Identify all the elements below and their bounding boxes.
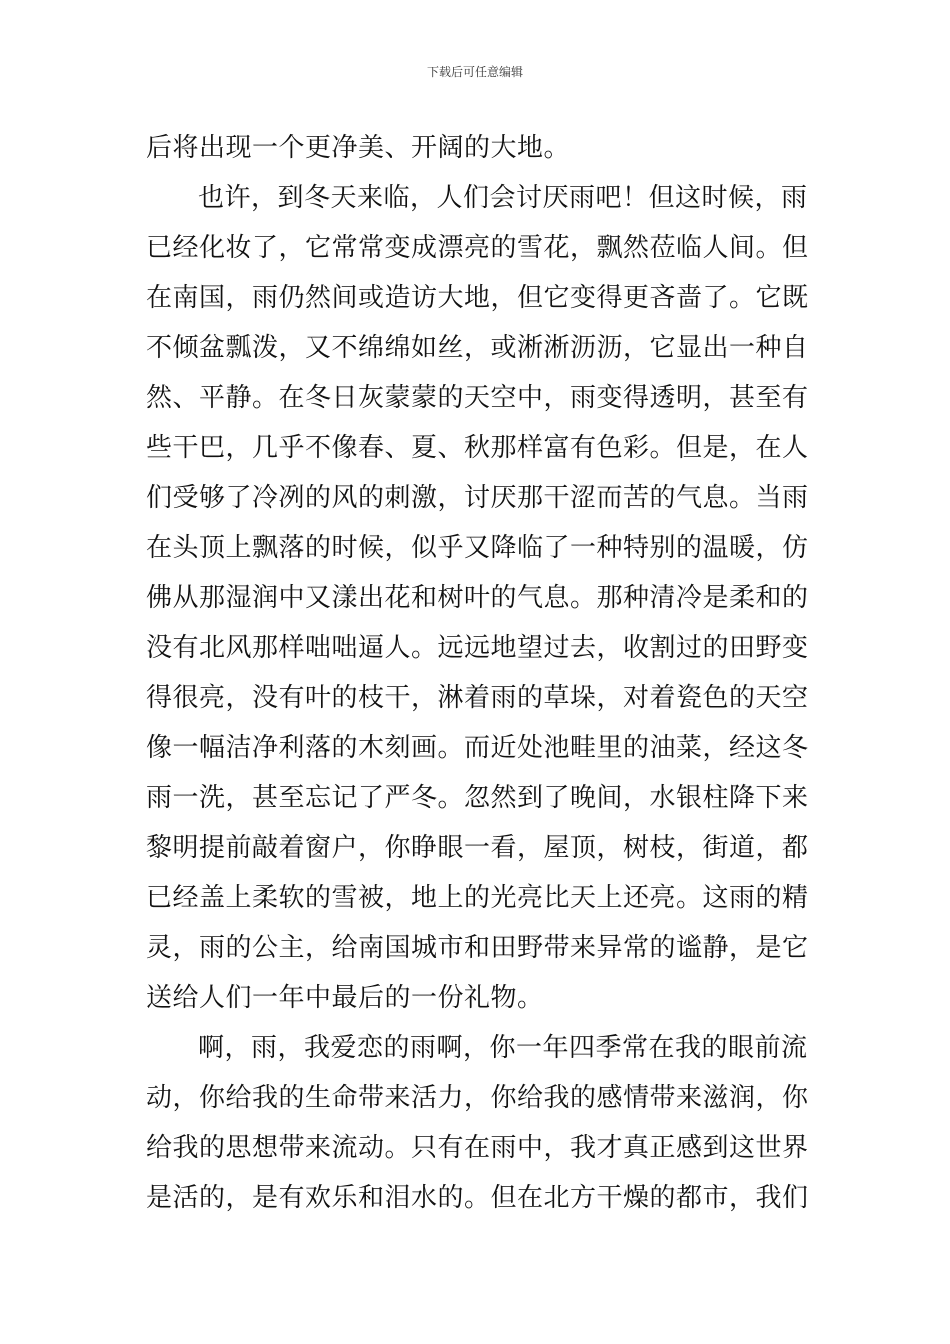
text-line: 像一幅洁净利落的木刻画。而近处池畦里的油菜，经这冬 xyxy=(146,733,809,763)
text-line: 些干巴，几乎不像春、夏、秋那样富有色彩。但是，在人 xyxy=(146,433,809,463)
text-line: 没有北风那样咄咄逼人。远远地望过去，收割过的田野变 xyxy=(146,633,809,663)
text-line: 送给人们一年中最后的一份礼物。 xyxy=(146,983,544,1013)
text-line: 佛从那湿润中又漾出花和树叶的气息。那种清冷是柔和的 xyxy=(146,583,809,613)
text-line: 动，你给我的生命带来活力，你给我的感情带来滋润，你 xyxy=(146,1083,809,1113)
text-line: 给我的思想带来流动。只有在雨中，我才真正感到这世界 xyxy=(146,1133,809,1163)
text-line: 雨一洗，甚至忘记了严冬。忽然到了晚间，水银柱降下来 xyxy=(146,783,809,813)
paragraph xyxy=(146,1023,809,1223)
text-line: 在南国，雨仍然间或造访大地，但它变得更吝啬了。它既 xyxy=(146,283,809,313)
text-line: 在头顶上飘落的时候，似乎又降临了一种特别的温暖，仿 xyxy=(146,533,809,563)
text-line: 已经盖上柔软的雪被，地上的光亮比天上还亮。这雨的精 xyxy=(146,883,809,913)
text-line: 黎明提前敲着窗户，你睁眼一看，屋顶，树枝，街道，都 xyxy=(146,833,809,863)
text-line: 已经化妆了，它常常变成漂亮的雪花，飘然莅临人间。但 xyxy=(146,233,809,263)
text-line: 然、平静。在冬日灰蒙蒙的天空中，雨变得透明，甚至有 xyxy=(146,383,809,413)
text-line: 不倾盆瓢泼，又不绵绵如丝，或淅淅沥沥，它显出一种自 xyxy=(146,333,809,363)
text-line: 啊，雨，我爱恋的雨啊，你一年四季常在我的眼前流 xyxy=(198,1033,808,1063)
paragraph xyxy=(146,123,809,173)
text-line: 得很亮，没有叶的枝干，淋着雨的草垛，对着瓷色的天空 xyxy=(146,683,809,713)
document-body xyxy=(146,123,809,1223)
text-line: 灵，雨的公主，给南国城市和田野带来异常的谧静，是它 xyxy=(146,933,809,963)
text-line: 也许，到冬天来临，人们会讨厌雨吧！但这时候，雨 xyxy=(198,183,808,213)
paragraph xyxy=(146,173,809,1023)
page-header-note: 下载后可任意编辑 xyxy=(426,65,523,79)
text-line: 们受够了冷冽的风的刺激，讨厌那干涩而苦的气息。当雨 xyxy=(146,483,809,513)
text-line: 后将出现一个更净美、开阔的大地。 xyxy=(146,133,571,163)
text-line: 是活的，是有欢乐和泪水的。但在北方干燥的都市，我们 xyxy=(146,1183,809,1213)
